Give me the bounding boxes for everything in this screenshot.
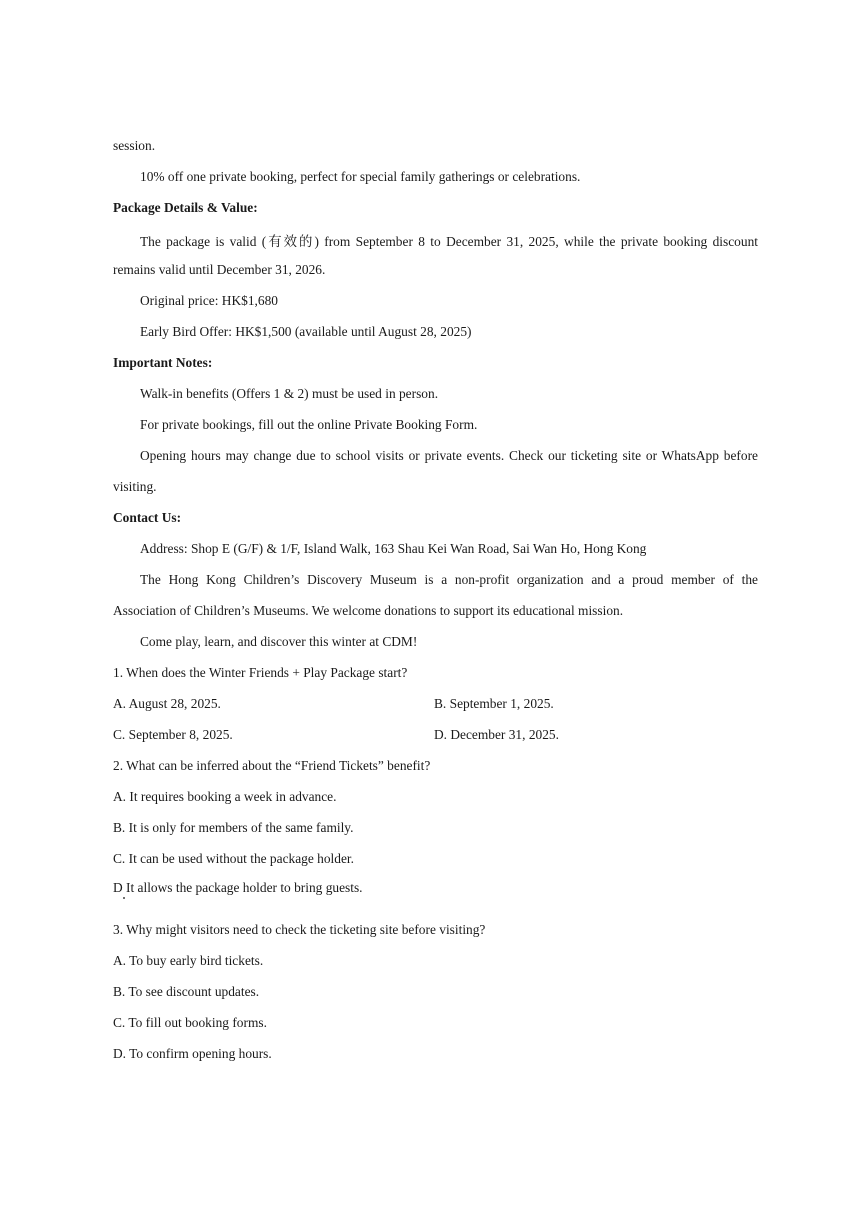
q1-option-c: C. September 8, 2025. xyxy=(113,727,233,742)
q1-option-d: D. December 31, 2025. xyxy=(434,727,559,742)
paragraph-line: Association of Children’s Museums. We welcome donations to support its educational mission. xyxy=(113,603,624,618)
paragraph-line: visiting. xyxy=(113,479,157,494)
paragraph-line: Walk-in benefits (Offers 1 & 2) must be used in person. xyxy=(140,386,439,401)
q2-option-d: D It allows the package holder to bring guests. xyxy=(113,880,363,895)
question-2: 2. What can be inferred about the “Friend Tickets” benefit? xyxy=(113,758,431,773)
q2-option-c: C. It can be used without the package holder. xyxy=(113,851,354,866)
question-1: 1. When does the Winter Friends + Play Package start? xyxy=(113,665,408,680)
paragraph-line: Opening hours may change due to school visits or private events. Check our ticketing site or WhatsApp before xyxy=(140,448,758,463)
question-3: 3. Why might visitors need to check the ticketing site before visiting? xyxy=(113,922,486,937)
address-line: Address: Shop E (G/F) & 1/F, Island Walk, 163 Shau Kei Wan Road, Sai Wan Ho, Hong Kong xyxy=(140,541,647,556)
q3-option-c: C. To fill out booking forms. xyxy=(113,1015,267,1030)
paragraph-line: The Hong Kong Children’s Discovery Museum is a non-profit organization and a proud member of the xyxy=(140,572,758,587)
original-price: Original price: HK$1,680 xyxy=(140,293,278,308)
q3-option-d: D. To confirm opening hours. xyxy=(113,1046,272,1061)
section-heading-contact: Contact Us: xyxy=(113,510,182,525)
paragraph-line: The package is valid (有效的) from September 8 to December 31, 2025, while the private booking discount xyxy=(140,234,758,249)
q3-option-a: A. To buy early bird tickets. xyxy=(113,953,264,968)
section-heading-package: Package Details & Value: xyxy=(113,200,258,215)
paragraph-line: 10% off one private booking, perfect for special family gatherings or celebrations. xyxy=(140,169,581,184)
paragraph-line: For private bookings, fill out the online Private Booking Form. xyxy=(140,417,478,432)
paragraph-line: remains valid until December 31, 2026. xyxy=(113,262,326,277)
q1-option-b: B. September 1, 2025. xyxy=(434,696,554,711)
paragraph-line: Come play, learn, and discover this winter at CDM! xyxy=(140,634,418,649)
paragraph-line: session. xyxy=(113,138,156,153)
q1-option-a: A. August 28, 2025. xyxy=(113,696,221,711)
q3-option-b: B. To see discount updates. xyxy=(113,984,260,999)
section-heading-notes: Important Notes: xyxy=(113,355,213,370)
q2-option-b: B. It is only for members of the same family. xyxy=(113,820,354,835)
stray-dot-mark xyxy=(123,897,125,899)
early-bird-offer: Early Bird Offer: HK$1,500 (available until August 28, 2025) xyxy=(140,324,472,339)
q2-option-a: A. It requires booking a week in advance. xyxy=(113,789,337,804)
